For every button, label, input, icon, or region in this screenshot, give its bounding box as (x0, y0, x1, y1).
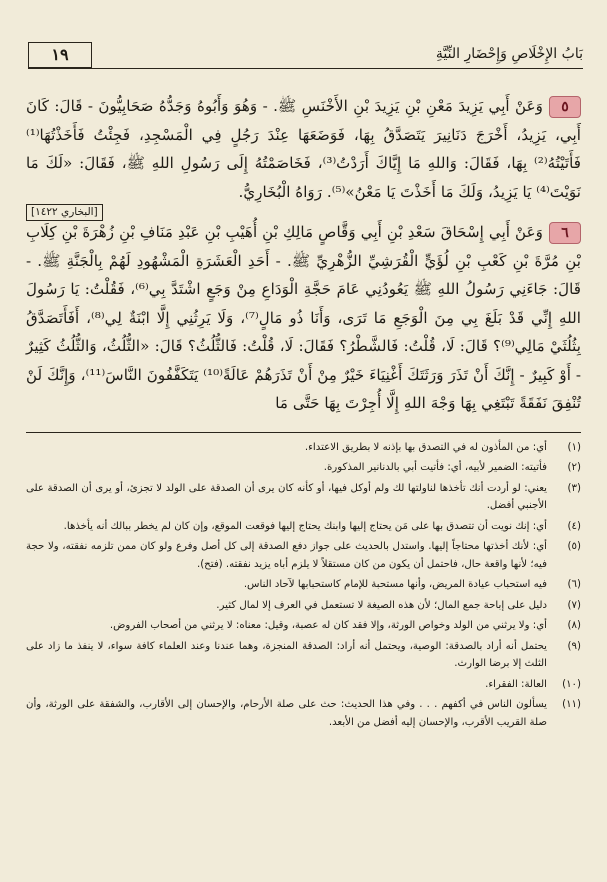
footnote-text: يحتمل أنه أراد بالصدقة: الوصية، ويحتمل أنه أراد: الصدقة المنجزة، وهما عندنا وعند العلماء كافة سواء، لا ينفذ ما زاد على الثلث إلا برضا الوارث. (26, 640, 547, 669)
footnote-divider (26, 432, 581, 433)
footnote-number: (١١) (562, 699, 581, 710)
hadith-number-badge: ٥ (549, 96, 581, 118)
footnote-item (26, 480, 581, 515)
footnote-text: يسألون الناس في أكفهم . . . وفي هذا الحديث: حث على صلة الأرحام، والإحسان إلى الأقارب، والشفقة على الورثة، وأن صلة القريب الأقرب، والإحسان إليه أفضل من الأبعد. (26, 699, 547, 728)
page-number-box: ١٩ (28, 42, 92, 68)
footnote-number: (٤) (567, 520, 581, 532)
hadith-text: وَعَنْ أَبِي إِسْحَاقَ سَعْدِ بْنِ أَبِي وَقَّاصٍ مَالِكِ بْنِ أُهَيْبِ بْنِ عَبْدِ مَنَافِ بْنِ زُهْرَةَ بْنِ كِلَابِ بْنِ مُرَّةَ بْنِ كَعْبِ بْنِ لُؤَيٍّ الْقُرَشِيِّ الزُّهْرِيِّ ﷺ. - أَحَدِ الْعَشَرَةِ الْمَشْهُودِ لَهُمْ بِالْجَنَّةِ ﷺ. - قَالَ: جَاءَنِي رَسُولُ اللهِ ﷺ يَعُودُنِي عَامَ حَجَّةِ الْوَدَاعِ مِنْ وَجَعٍ اشْتَدَّ بِي⁽⁶⁾، فَقُلْتُ: يَا رَسُولَ اللهِ إِنِّي قَدْ بَلَغَ بِي مِنَ الْوَجَعِ مَا تَرَى، وَأَنَا ذُو مَالٍ⁽⁷⁾، وَلَا يَرِثُنِي إِلَّا ابْنَةٌ لِي⁽⁸⁾، أَفَأَتَصَدَّقُ بِثُلُثَيْ مَالِي⁽⁹⁾؟ قَالَ: لَا، قُلْتُ: فَالشَّطْرُ؟ فَقَالَ: لَا، قُلْتُ: فَالثُّلُثُ؟ قَالَ: «الثُّلُثُ، وَالثُّلُثُ كَثِيرٌ - أَوْ كَبِيرٌ - إِنَّكَ أَنْ تَذَرَ وَرَثَتَكَ أَغْنِيَاءَ خَيْرٌ مِنْ أَنْ تَذَرَهُمْ عَالَةً⁽¹⁰⁾ يَتَكَفَّفُونَ النَّاسَ⁽¹¹⁾، وَإِنَّكَ لَنْ تُنْفِقَ نَفَقَةً تَبْتَغِي بِهَا وَجْهَ اللهِ إِلَّا أُجِرْتَ بِهَا حَتَّى مَا (26, 223, 581, 412)
footnote-text: دليل على إباحة جمع المال؛ لأن هذه الصيغة لا تستعمل في العرف إلا لمال كثير. (216, 599, 547, 611)
hadith-6 (26, 218, 581, 418)
footnote-text: فيه استحباب عيادة المريض، وأنها مستحبة للإمام كاستحبابها لآحاد الناس. (243, 579, 547, 590)
footnote-number: (٦) (567, 579, 581, 590)
footnote-number: (٥) (567, 541, 581, 552)
footnote-item (26, 459, 581, 477)
page-header (28, 42, 583, 69)
footnote-item (26, 439, 581, 457)
footnote-number: (٨) (567, 620, 581, 631)
footnote-number: (٩) (567, 640, 581, 652)
source-reference-line (26, 202, 581, 218)
footnote-number: (٧) (567, 599, 581, 611)
footnote-number: (١) (567, 441, 581, 453)
footnote-number: (١٠) (562, 678, 581, 690)
footnote-item (26, 518, 581, 536)
hadith-5 (26, 92, 581, 218)
footnote-item (26, 597, 581, 615)
page-body (26, 92, 581, 734)
footnote-text: أي: لأنك أخذتها محتاجاً إليها. واستدل بالحديث على جواز دفع الصدقة إلى كل أصل وفرع ولو كان ممن تلزمه نفقته، ولا حجة فيه؛ لأنها واقعة حال، فاحتمل أن يكون من كان مستقلاً لا يلزم أباه يزيد نفقته. (فتح). (26, 541, 547, 570)
hadith-number-badge: ٦ (549, 222, 581, 244)
footnote-number: (٣) (567, 482, 581, 494)
footnote-item (26, 538, 581, 573)
footnote-text: العالة: الفقراء. (485, 678, 547, 690)
footnote-text: أي: إنك نويت أن تتصدق بها على مَن يحتاج إليها وابنك يحتاج إليها فوقعت الموقع، وإن كان لم يخطر ببالك أنه يأخذها. (63, 520, 547, 532)
hadith-text: وَعَنْ أَبِي يَزِيدَ مَعْنِ بْنِ يَزِيدَ بْنِ الأَخْنَسِ ﷺ. - وَهُوَ وَأَبُوهُ وَجَدُّهُ صَحَابِيُّونَ - قَالَ: كَانَ أَبِي، يَزِيدُ، أَخْرَجَ دَنَانِيرَ يَتَصَدَّقُ بِهَا، فَوَضَعَهَا عِنْدَ رَجُلٍ فِي الْمَسْجِدِ، فَجِئْتُ فَأَخَذْتُهَا⁽¹⁾ فَأَتَيْتُهُ⁽²⁾ بِهَا، فَقَالَ: وَاللهِ مَا إِيَّاكَ أَرَدْتُ⁽³⁾، فَخَاصَمْتُهُ إِلَى رَسُولِ اللهِ ﷺ، فَقَالَ: «لَكَ مَا نَوَيْتَ⁽⁴⁾ يَا يَزِيدُ، وَلَكَ مَا أَخَذْتَ يَا مَعْنُ»⁽⁵⁾. رَوَاهُ الْبُخَارِيُّ. (26, 97, 581, 201)
source-reference: [البخاري ١٤٢٢] (26, 204, 103, 221)
footnote-item (26, 696, 581, 731)
footnote-number: (٢) (567, 462, 581, 473)
footnote-item (26, 617, 581, 635)
footnote-text: يعني: لو أردت أنك تأخذها لناولتها لك ولم أوكل فيها، أو كأنه كان يرى أن الصدقة على الولد لا تجزئ، أو يرى أن الصدقة على الأجنبي أفضل. (26, 482, 547, 511)
footnotes-list (26, 439, 581, 732)
footnote-text: فأتيته: الضمير لأبيه، أي: فأتيت أبي بالدنانير المذكورة. (323, 462, 547, 473)
footnote-text: أي: من المأذون له في التصدق بها بإذنه لا بطريق الاعتداء. (304, 441, 547, 453)
footnote-item (26, 576, 581, 594)
footnote-item (26, 638, 581, 673)
footnote-item (26, 676, 581, 694)
chapter-title: بَابُ الإِخْلَاصِ وَإِحْضَارِ النِّيَّةِ (435, 46, 583, 62)
footnote-text: أي: ولا يرثني من الولد وخواص الورثة، وإلا فقد كان له عصبة، وقيل: معناه: لا يرثني من أصحاب الفروض. (109, 620, 547, 631)
